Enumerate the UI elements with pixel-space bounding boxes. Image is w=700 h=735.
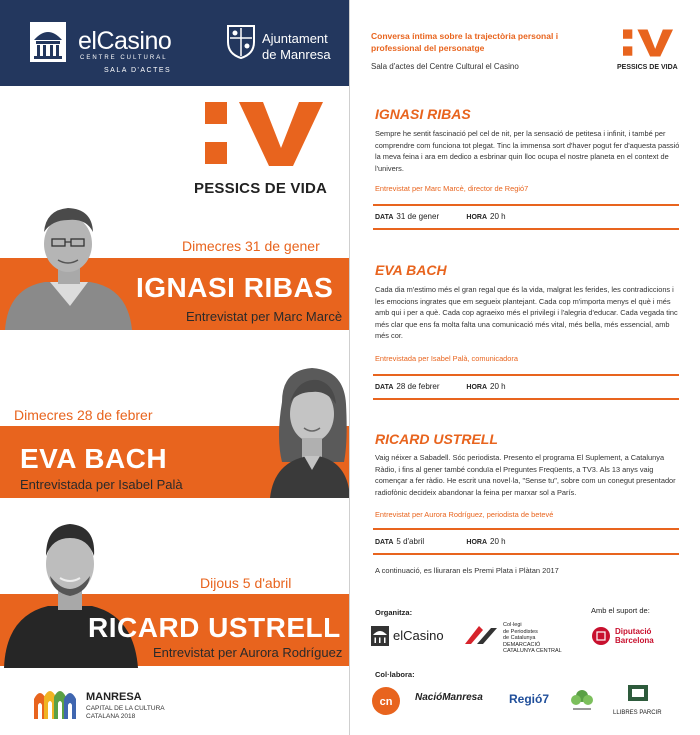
entry-2-name: EVA BACH [375,262,447,278]
hora-label: HORA [466,214,488,221]
entry-3-bio: Vaig néixer a Sabadell. Sóc periodista. Presento el programa El Suplement, a Catalunya Ràdio, i fins al gener també conduïa el Preguntes Freqüents, a TV3. Als 13 anys vaig començar a fer ràdio. He escrit una novel·la, "Sense tu", sobre com un conegut presentador radiofònic decideix abandonar la feina per marxar sol a París. [375,453,676,497]
sponsor-regio: Regió7 [509,692,550,706]
diputacio-line-2: Barcelona [615,636,654,645]
eva-bach-photo [268,362,350,498]
session-1-interviewer: Entrevistat per Marc Marcè [186,309,343,324]
casino-subtitle: CENTRE CULTURAL [80,55,168,61]
periodistes-line-2: de Periodistes [503,628,538,635]
sponsor-periodistes [503,622,562,655]
sponsor-nacio: NacióManresa [415,692,483,703]
entry-3-date-row [375,537,506,546]
entry-2-date-row [375,382,506,391]
periodistes-line-3: de Catalunya [503,635,536,641]
entry-2-bio: Cada dia m'estimo més el gran regal que és la vida, malgrat les ferides, les contradiccions i les emocions ingrates que em segueix plantejant. Cada cop m'importa menys el què i més amb qui i per a què. Cada cop agraeixo més el privilegi i l'alegria d'educar. Cada vegada tinc més clar que ens fa molta falta una comunicació més vital, més bella, més essencial, amb més cor. [375,285,678,340]
data-label: DATA [375,384,394,391]
periodistes-logo-icon [463,624,499,646]
venue-text: Sala d'actes del Centre Cultural el Casino [371,62,519,71]
entry-1-date-row [375,212,506,221]
ricard-ustrell-photo [0,512,140,668]
entry-3-rule-top [373,528,679,530]
diputacio-logo-icon [591,626,611,646]
session-3-date: Dijous 5 d'abril [200,575,292,591]
casino-name: elCasino [78,27,172,55]
ajuntament-line-2: de Manresa [262,47,331,62]
manresa-subtitle: CAPITAL DE LA CULTURA CATALANA 2018 [86,705,165,720]
entry-1-hour: 20 h [490,212,506,221]
entry-3-date: 5 d'abril [396,537,425,546]
entry-2-date: 28 de febrer [396,382,440,391]
entry-1-rule-bottom [373,228,679,230]
collaborator-circle-logo-icon [371,686,401,716]
casino-building-icon [30,22,66,62]
session-2-interviewer: Entrevistada per Isabel Palà [20,477,183,492]
pessics-small-logo-icon [623,27,673,59]
sponsor-diputacio [615,627,654,645]
diputacio-line-1: Diputació [615,627,652,636]
pessics-small-title: PESSICS DE VIDA [617,64,678,71]
sponsor-casino: elCasino [393,628,444,643]
entry-1-bio: Sempre he sentit fascinació pel cel de nit, per la sensació de petitesa i infinit, i també per comprendre com funciona tot plegat. Tinc la immensa sort d'haver pogut fer d'aquesta passió la meva feina i ara em dedico a esbrinar quin lloc ocupa el nostre planeta en el context de l'univers. [375,129,680,173]
entry-1-date: 31 de gener [396,212,440,221]
ajuntament-line-1: Ajuntament [262,31,328,46]
colabora-label: Col·labora: [375,670,415,679]
entry-2-rule-top [373,374,679,376]
manresa-capital-logo-icon [32,685,78,719]
header-bar [0,0,350,86]
collaborator-flower-logo-icon [567,684,597,714]
intro-text: Conversa íntima sobre la trajectòria personal i professional del personatge [371,31,559,53]
periodistes-line-1: Col·legi [503,622,522,628]
suport-label: Amb el suport de: [591,606,650,615]
organitza-label: Organitza: [375,608,413,617]
session-1-name: IGNASI RIBAS [136,272,334,303]
entry-2-rule-bottom [373,398,679,400]
llibres-parcir-logo-icon [627,684,649,702]
entry-1-rule-top [373,204,679,206]
casino-building-small-icon [371,626,389,646]
entry-1-name: IGNASI RIBAS [375,106,471,122]
session-3-name: RICARD USTRELL [88,612,341,643]
hora-label: HORA [466,384,488,391]
sponsor-llibres: LLIBRES PARCIR [613,710,662,716]
entry-2-hour: 20 h [490,382,506,391]
entry-1-interviewer: Entrevistat per Marc Marcè, director de Regió7 [375,184,529,193]
session-2-date: Dimecres 28 de febrer [14,407,153,423]
session-1-date: Dimecres 31 de gener [182,238,320,254]
entry-3-interviewer: Entrevistat per Aurora Rodríguez, periodista de betevé [375,510,554,519]
session-3-interviewer: Entrevistat per Aurora Rodríguez [153,645,343,660]
data-label: DATA [375,214,394,221]
info-panel [351,0,700,735]
ignasi-ribas-photo [0,196,138,330]
awards-note: A continuació, es lliuraran els Premi Plata i Plàtan 2017 [375,566,559,575]
sala-label: SALA D'ACTES [104,67,172,74]
entry-3-rule-bottom [373,553,679,555]
session-2-name: EVA BACH [20,443,168,474]
entry-3-name: RICARD USTRELL [375,431,498,447]
entry-2-interviewer: Entrevistada per Isabel Palà, comunicadora [375,354,518,363]
pessics-title: PESSICS DE VIDA [194,180,328,197]
ajuntament-name [262,31,331,63]
pessics-logo-icon [205,100,323,168]
ajuntament-shield-icon [226,24,256,60]
data-label: DATA [375,539,394,546]
hora-label: HORA [466,539,488,546]
periodistes-line-5: CATALUNYA CENTRAL [503,648,562,654]
svg-text:cn: cn [379,696,393,708]
periodistes-line-4: DEMARCACIÓ [503,641,541,648]
manresa-title: MANRESA [86,691,142,703]
entry-3-hour: 20 h [490,537,506,546]
